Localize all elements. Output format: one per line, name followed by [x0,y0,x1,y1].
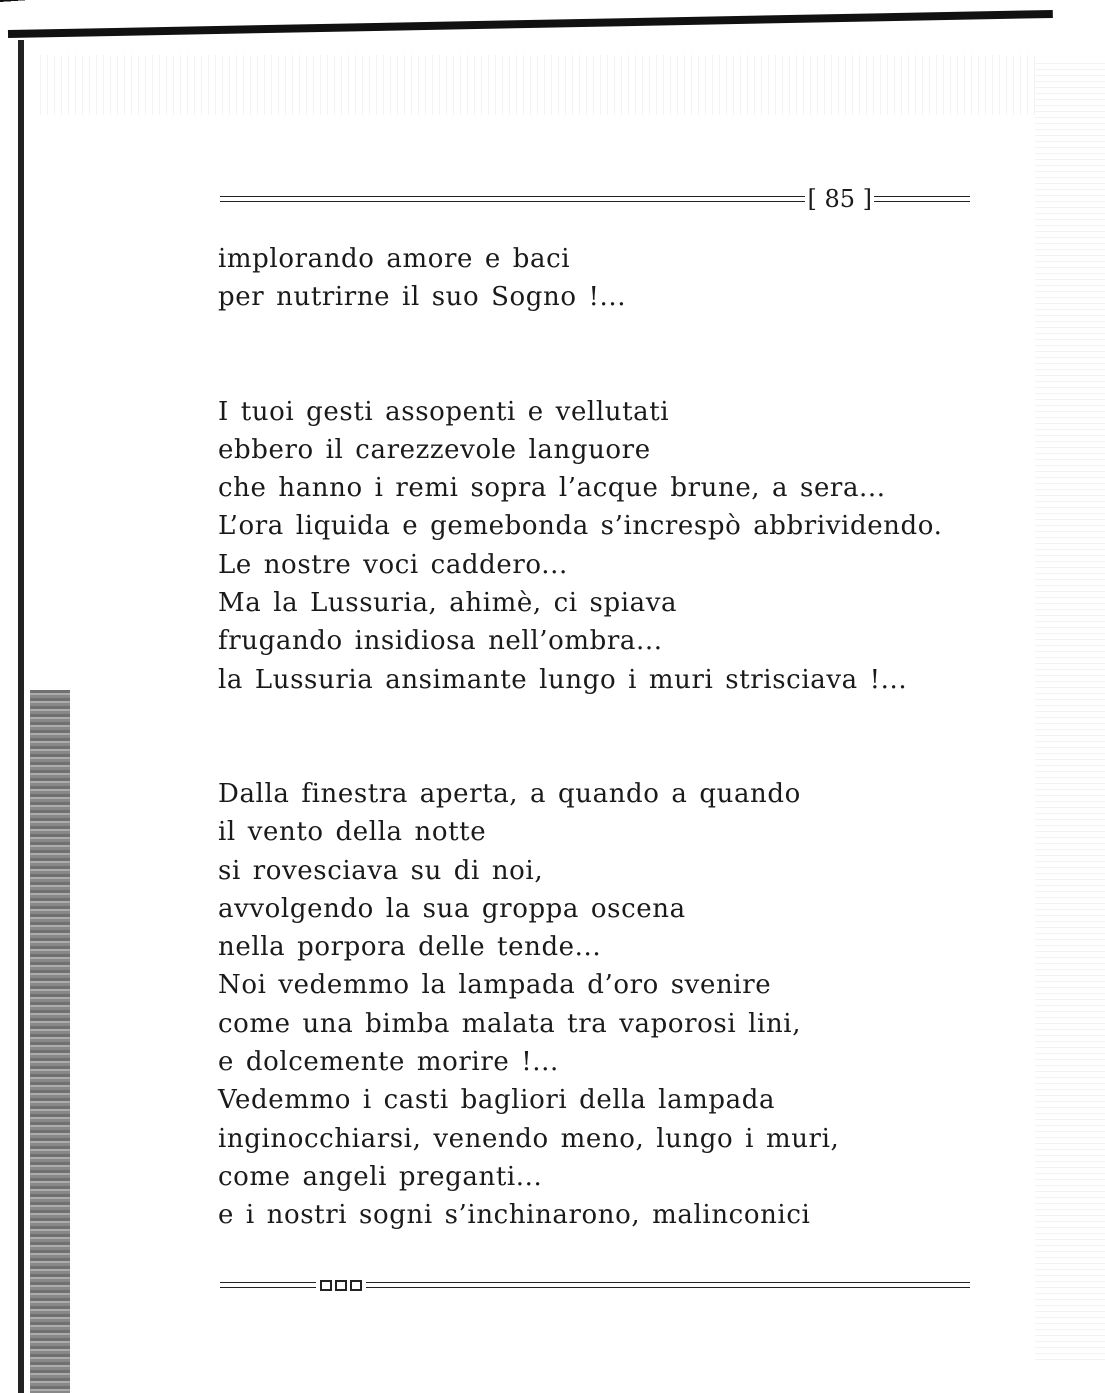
poem-line: per nutrirne il suo Sogno !... [218,282,627,313]
poem-line: il vento della notte [218,817,487,848]
stanza [218,240,978,317]
poem-line: frugando insidiosa nell’ombra... [218,626,663,657]
ornament-square-icon [320,1280,332,1291]
scan-noise-right [1035,60,1105,1360]
poem-line: Vedemmo i casti bagliori della lampada [218,1085,776,1116]
poem-line: Noi vedemmo la lampada d’oro svenire [218,970,772,1001]
poem-line: avvolgendo la sua groppa oscena [218,893,686,924]
poem-line: I tuoi gesti assopenti e vellutati [218,396,670,427]
stanza-break [218,317,978,393]
poem-line: come una bimba malata tra vaporosi lini, [218,1008,802,1039]
poem-line: Le nostre voci caddero... [218,549,568,580]
poem-line: inginocchiarsi, venendo meno, lungo i muri, [218,1123,840,1154]
poem-line: e i nostri sogni s’inchinarono, malinconici [218,1200,811,1231]
header-rule-right [874,196,970,202]
header-rule-left [220,196,805,202]
poem-line: Ma la Lussuria, ahimè, ci spiava [218,588,678,619]
poem-line: ebbero il carezzevole languore [218,434,651,465]
poem-line: implorando amore e baci [218,244,571,274]
poem-line: si rovesciava su di noi, [218,855,544,886]
poem-line: Dalla finestra aperta, a quando a quando [218,778,801,809]
footer-rule-left [220,1282,316,1288]
poem-line: L’ora liquida e gemebonda s’increspò abbrividendo. [218,511,943,542]
page-footer [220,1274,970,1296]
ornament-square-icon [350,1280,362,1291]
poem-line: che hanno i remi sopra l’acque brune, a sera... [218,473,886,504]
scan-edge-left [10,40,32,1393]
poem-line: e dolcemente morire !... [218,1047,559,1078]
scan-noise-top [40,55,1040,115]
poem-body [218,240,978,1235]
ornament-square-icon [335,1280,347,1291]
page-header [220,185,970,213]
page-number: [ 85 ] [807,185,872,213]
stanza [218,393,978,699]
poem-line: la Lussuria ansimante lungo i muri strisciava !... [218,664,908,695]
stanza [218,775,978,1235]
scan-shadow-left [30,690,70,1393]
poem-line: come angeli preganti... [218,1161,543,1192]
footer-rule-right [366,1282,970,1288]
stanza-break [218,699,978,775]
poem-line: nella porpora delle tende... [218,932,602,963]
footer-ornament-icon [316,1280,366,1291]
